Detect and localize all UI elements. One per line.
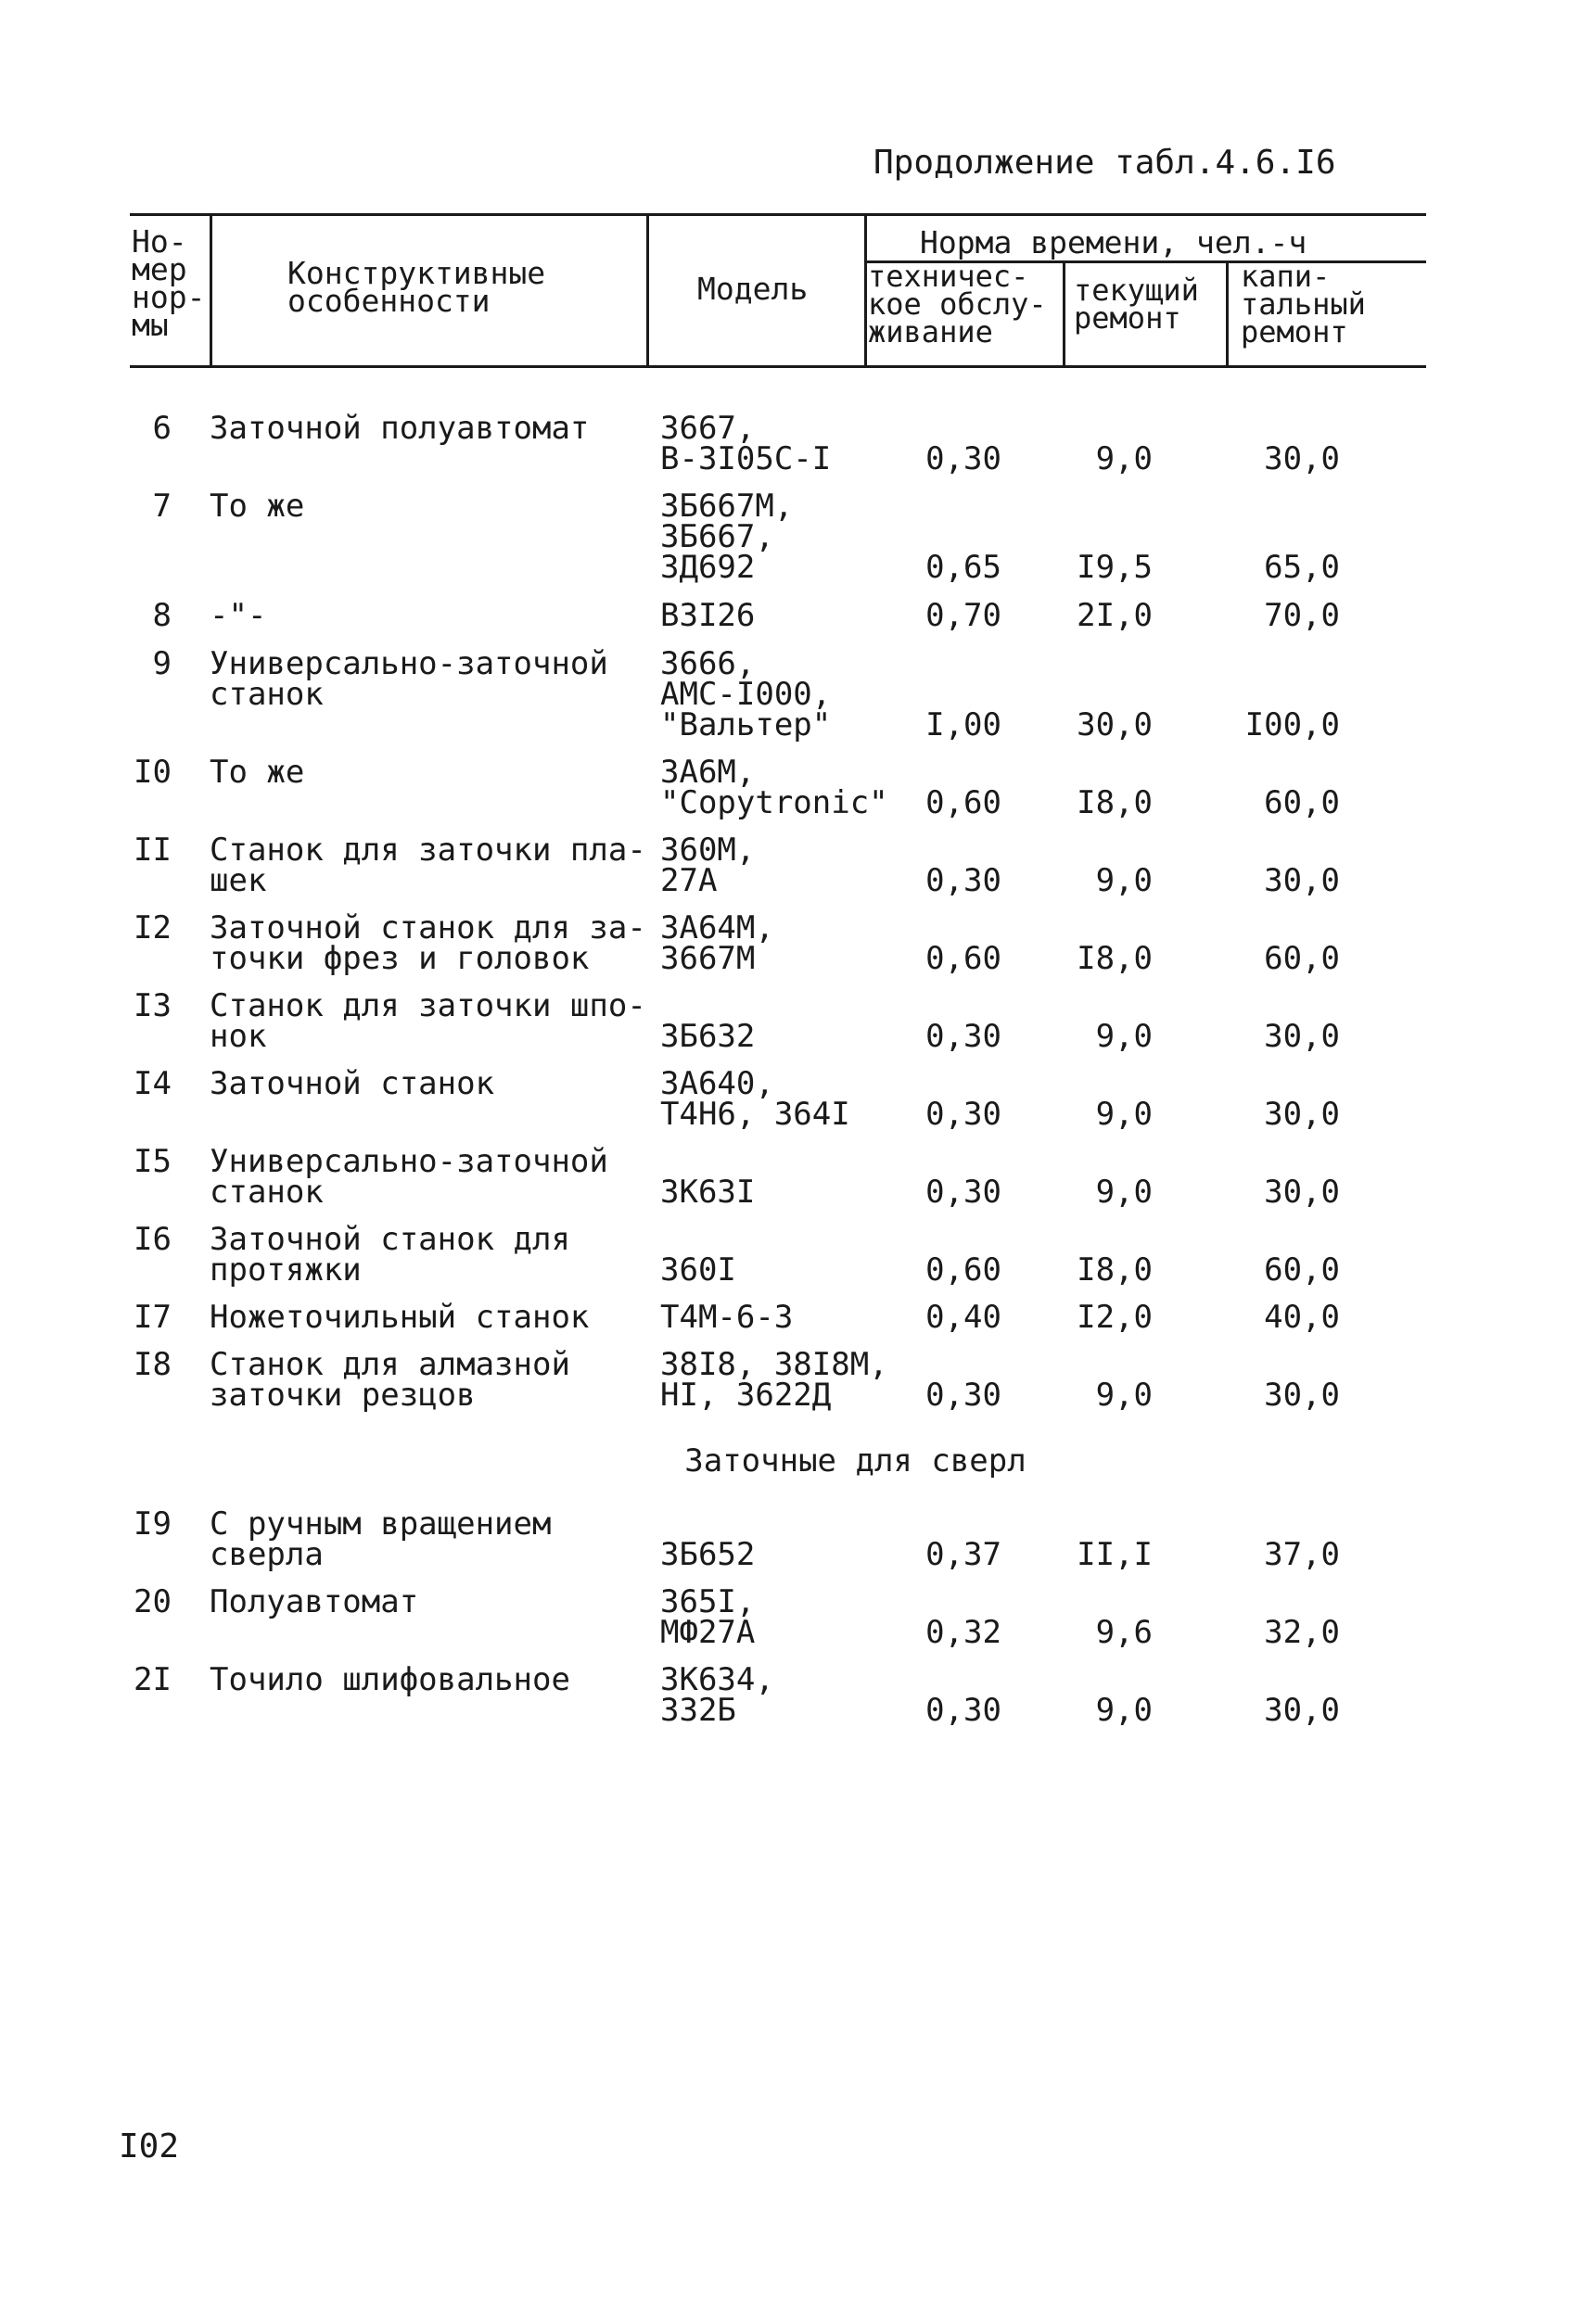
- table-caption: Продолжение табл.4.6.I6: [873, 144, 1336, 182]
- row-capital-repair: 30,0: [1264, 1174, 1340, 1211]
- row-maintenance: 0,30: [925, 862, 1001, 899]
- row-name: То же: [210, 488, 305, 525]
- row-number: 8: [152, 597, 172, 634]
- row-model: 365I, МФ27А: [660, 1583, 756, 1651]
- row-current-repair: I8,0: [1077, 940, 1153, 977]
- row-number: I7: [134, 1299, 172, 1336]
- row-capital-repair: 60,0: [1264, 1251, 1340, 1289]
- row-number: I2: [134, 909, 172, 946]
- row-name: Станок для заточки шпо- нок: [210, 987, 646, 1055]
- row-number: 9: [152, 645, 172, 682]
- row-model: 3А64М, 3667М: [660, 909, 774, 977]
- row-capital-repair: 60,0: [1264, 940, 1340, 977]
- row-current-repair: 9,6: [1095, 1614, 1153, 1651]
- header-current-repair: текущий ремонт: [1074, 273, 1199, 336]
- row-maintenance: 0,30: [925, 1096, 1001, 1133]
- row-capital-repair: 30,0: [1264, 1377, 1340, 1414]
- row-model: 3К634, 332Б: [660, 1661, 774, 1729]
- row-capital-repair: 40,0: [1264, 1299, 1340, 1336]
- row-current-repair: 9,0: [1095, 1096, 1153, 1133]
- row-number: 6: [152, 410, 172, 447]
- row-maintenance: 0,40: [925, 1299, 1001, 1336]
- row-number: I9: [134, 1505, 172, 1543]
- row-number: 7: [152, 488, 172, 525]
- header-capital-repair: капи- тальный ремонт: [1241, 259, 1366, 349]
- header-norm-number: Но- мер нор- мы: [132, 223, 206, 343]
- row-capital-repair: 37,0: [1264, 1536, 1340, 1573]
- row-current-repair: 9,0: [1095, 1377, 1153, 1414]
- row-name: Заточной полуавтомат: [210, 410, 590, 447]
- header-features: Конструктивные особенности: [287, 255, 546, 319]
- row-model: 3Б652: [660, 1536, 756, 1573]
- row-current-repair: 9,0: [1095, 1018, 1153, 1055]
- row-name: Заточной станок для протяжки: [210, 1221, 570, 1289]
- header-time-norm: Норма времени, чел.-ч: [920, 224, 1307, 260]
- row-model: 38I8, 38I8М, НI, 3622Д: [660, 1346, 888, 1414]
- row-name: С ручным вращением сверла: [210, 1505, 552, 1573]
- row-maintenance: 0,65: [925, 549, 1001, 586]
- row-current-repair: I9,5: [1077, 549, 1153, 586]
- header-model: Модель: [697, 271, 809, 307]
- row-capital-repair: 30,0: [1264, 862, 1340, 899]
- row-current-repair: II,I: [1077, 1536, 1153, 1573]
- row-maintenance: 0,70: [925, 597, 1001, 634]
- header-divider-2: [646, 213, 649, 367]
- header-top-rule: [130, 213, 1426, 216]
- row-current-repair: 9,0: [1095, 1174, 1153, 1211]
- header-maintenance: техничес- кое обслу- живание: [868, 259, 1047, 349]
- row-capital-repair: 70,0: [1264, 597, 1340, 634]
- row-number: I0: [134, 754, 172, 791]
- row-current-repair: I8,0: [1077, 1251, 1153, 1289]
- row-capital-repair: 30,0: [1264, 1018, 1340, 1055]
- row-current-repair: 9,0: [1095, 440, 1153, 477]
- row-capital-repair: 30,0: [1264, 440, 1340, 477]
- row-capital-repair: 60,0: [1264, 784, 1340, 821]
- row-model: 3А6М, "Copytronic": [660, 754, 888, 821]
- row-maintenance: 0,30: [925, 1174, 1001, 1211]
- row-model: 3666, АМС-I000, "Вальтер": [660, 645, 832, 743]
- section-title: Заточные для сверл: [684, 1442, 1026, 1479]
- row-number: I3: [134, 987, 172, 1024]
- row-model: 360М, 27А: [660, 832, 756, 899]
- row-capital-repair: 32,0: [1264, 1614, 1340, 1651]
- header-divider-3: [864, 213, 867, 367]
- row-number: I8: [134, 1346, 172, 1383]
- row-name: То же: [210, 754, 305, 791]
- row-number: II: [134, 832, 172, 869]
- row-current-repair: I8,0: [1077, 784, 1153, 821]
- row-capital-repair: I00,0: [1244, 706, 1340, 743]
- row-name: Универсально-заточной станок: [210, 1143, 608, 1211]
- row-maintenance: 0,60: [925, 1251, 1001, 1289]
- row-maintenance: 0,60: [925, 784, 1001, 821]
- row-maintenance: 0,32: [925, 1614, 1001, 1651]
- row-maintenance: 0,30: [925, 440, 1001, 477]
- row-name: Универсально-заточной станок: [210, 645, 608, 713]
- row-number: I5: [134, 1143, 172, 1180]
- row-capital-repair: 30,0: [1264, 1692, 1340, 1729]
- row-name: Заточной станок: [210, 1065, 495, 1102]
- row-model: В3I26: [660, 597, 756, 634]
- row-number: 20: [134, 1583, 172, 1620]
- row-maintenance: 0,37: [925, 1536, 1001, 1573]
- row-name: Станок для алмазной заточки резцов: [210, 1346, 570, 1414]
- row-current-repair: 9,0: [1095, 1692, 1153, 1729]
- row-number: I4: [134, 1065, 172, 1102]
- row-name: Станок для заточки пла- шек: [210, 832, 646, 899]
- row-name: Ножеточильный станок: [210, 1299, 590, 1336]
- row-current-repair: 9,0: [1095, 862, 1153, 899]
- row-maintenance: 0,30: [925, 1692, 1001, 1729]
- row-current-repair: I2,0: [1077, 1299, 1153, 1336]
- row-model: 3А640, Т4Н6, 364I: [660, 1065, 850, 1133]
- header-divider-1: [210, 213, 212, 367]
- row-capital-repair: 65,0: [1264, 549, 1340, 586]
- row-model: 3667, В-3I05С-I: [660, 410, 832, 477]
- row-name: -"-: [210, 597, 267, 634]
- row-number: 2I: [134, 1661, 172, 1698]
- row-current-repair: 2I,0: [1077, 597, 1153, 634]
- row-model: Т4М-6-3: [660, 1299, 794, 1336]
- row-number: I6: [134, 1221, 172, 1258]
- row-name: Заточной станок для за- точки фрез и головок: [210, 909, 646, 977]
- row-model: 3Б667М, 3Б667, 3Д692: [660, 488, 794, 586]
- header-bottom-rule: [130, 365, 1426, 368]
- row-maintenance: 0,60: [925, 940, 1001, 977]
- row-model: 3Б632: [660, 1018, 756, 1055]
- header-divider-4: [1063, 260, 1065, 367]
- row-maintenance: I,00: [925, 706, 1001, 743]
- header-divider-5: [1226, 260, 1229, 367]
- page-number: I02: [119, 2127, 180, 2165]
- row-model: 360I: [660, 1251, 736, 1289]
- row-name: Полуавтомат: [210, 1583, 419, 1620]
- row-capital-repair: 30,0: [1264, 1096, 1340, 1133]
- row-name: Точило шлифовальное: [210, 1661, 570, 1698]
- row-current-repair: 30,0: [1077, 706, 1153, 743]
- row-model: 3К63I: [660, 1174, 756, 1211]
- row-maintenance: 0,30: [925, 1018, 1001, 1055]
- row-maintenance: 0,30: [925, 1377, 1001, 1414]
